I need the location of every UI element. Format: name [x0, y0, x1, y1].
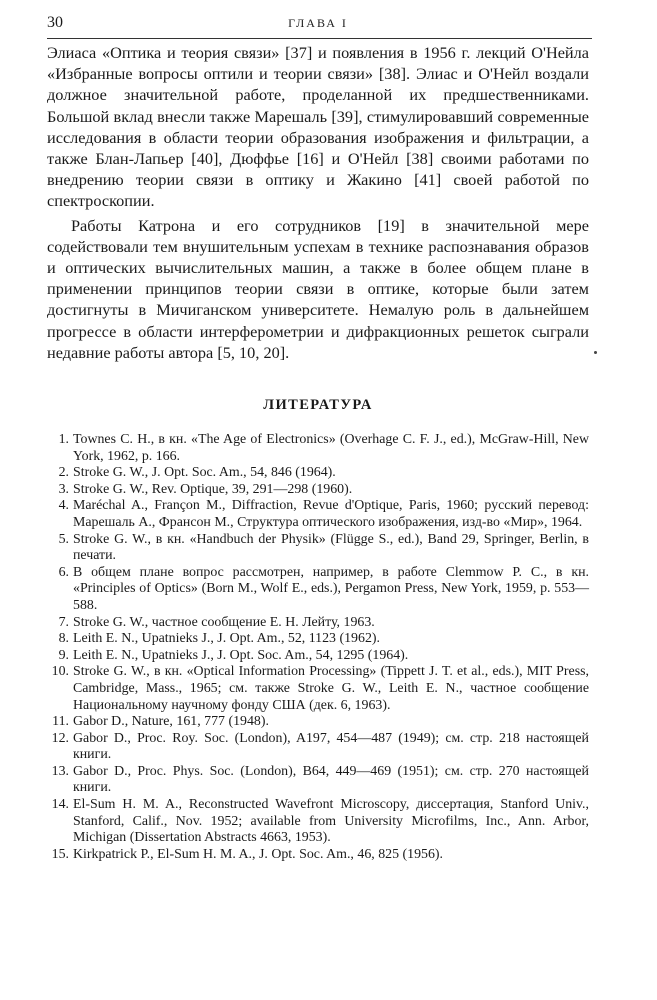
reference-item: [47, 764, 589, 797]
reference-text: Leith E. N., Upatnieks J., J. Opt. Am., 52, 1123 (1962).: [73, 631, 380, 647]
reference-text: Stroke G. W., J. Opt. Soc. Am., 54, 846 (1964).: [73, 465, 336, 481]
reference-text: Stroke G. W., Rev. Optique, 39, 291—298 (1960).: [73, 481, 353, 497]
reference-text: Gabor D., Proc. Roy. Soc. (London), A197, 454—487 (1949); см. стр. 218 настоящей книги.: [73, 730, 589, 763]
reference-number: 3.: [58, 481, 69, 497]
reference-number: 14.: [51, 797, 69, 813]
header-rule: [47, 38, 592, 39]
paragraph: Работы Катрона и его сотрудников [19] в значительной мере содействовали тем внушительным успехам в технике распознавания образов и оптических вычислительных машин, а также в более общем плане в применении принципов теории связи в оптике, которые были затем достигнуты в Мичиганском университете. Немалую роль в дальнейшем прогрессе в области интерферометрии и дифракционных решеток сыграли недавние работы автора [5, 10, 20].: [47, 215, 589, 362]
reference-text: Leith E. N., Upatnieks J., J. Opt. Soc. Am., 54, 1295 (1964).: [73, 647, 409, 663]
references-list: [47, 432, 589, 863]
reference-number: 2.: [58, 465, 69, 481]
reference-item: [47, 631, 589, 648]
chapter-title: ГЛАВА I: [288, 16, 348, 30]
reference-text: Maréchal A., Françon M., Diffraction, Revue d'Optique, Paris, 1960; русский перевод: Марешаль А., Франсон М., Структура оптического изображения, изд-во «Мир», 1964.: [73, 498, 589, 530]
reference-text: Stroke G. W., частное сообщение Е. Н. Лейту, 1963.: [73, 614, 375, 630]
margin-mark: [594, 351, 597, 354]
reference-text: В общем плане вопрос рассмотрен, например, в работе Clemmow P. C., в кн. «Principles of Optics» (Born M., Wolf E., eds.), Pergamon Press, New York, 1959, p. 553—588.: [73, 564, 589, 613]
page-number: 30: [47, 14, 63, 31]
running-header: [47, 14, 589, 36]
reference-item: [47, 847, 589, 864]
reference-number: 4.: [58, 498, 69, 514]
reference-text: Townes C. H., в кн. «The Age of Electronics» (Overhage C. F. J., ed.), McGraw-Hill, New York, 1962, p. 166.: [73, 432, 589, 464]
paragraph: Элиаса «Оптика и теория связи» [37] и появления в 1956 г. лекций О'Нейла «Избранные вопросы оптили и теории связи» [38]. Элиас и О'Нейл воздали должное значительной работе, проделанной их предшественниками. Большой вклад внесли также Марешаль [39], стимулировавший современные исследования в области теории образования изображения и фильтрации, а также Блан-Лапьер [40], Дюффье [16] и О'Нейл [38] своими работами по внедрению теории связи в оптику и Жакино [41] своей работой по спектроскопии.: [47, 43, 589, 211]
references-heading: ЛИТЕРАТУРА: [263, 397, 373, 413]
reference-item: [47, 532, 589, 565]
reference-item: [47, 482, 589, 499]
reference-text: Kirkpatrick P., El-Sum H. M. A., J. Opt. Soc. Am., 46, 825 (1956).: [73, 846, 444, 862]
reference-item: [47, 432, 589, 465]
reference-text: Gabor D., Nature, 161, 777 (1948).: [73, 714, 269, 730]
reference-item: [47, 664, 589, 714]
reference-number: 8.: [58, 631, 69, 647]
reference-number: 1.: [58, 432, 69, 447]
reference-item: [47, 714, 589, 731]
reference-item: [47, 731, 589, 764]
reference-text: Gabor D., Proc. Phys. Soc. (London), B64, 449—469 (1951); см. стр. 270 настоящей книги.: [73, 763, 589, 796]
reference-item: [47, 615, 589, 632]
reference-number: 5.: [58, 531, 69, 547]
reference-text: Stroke G. W., в кн. «Handbuch der Physik» (Flügge S., ed.), Band 29, Springer, Berlin, в печати.: [73, 531, 589, 564]
reference-text: Stroke G. W., в кн. «Optical Information Processing» (Tippett J. T. et al., eds.), MIT Press, Cambridge, Mass., 1965; см. также Stroke G. W., Leith E. N., частное сообщение Национальному научному фонду США (дек. 6, 1963).: [73, 664, 589, 713]
reference-item: [47, 648, 589, 665]
reference-number: 9.: [58, 647, 69, 663]
reference-number: 6.: [58, 564, 69, 580]
reference-item: [47, 498, 589, 531]
reference-number: 13.: [51, 763, 69, 779]
reference-item: [47, 565, 589, 615]
reference-number: 15.: [51, 846, 69, 862]
reference-item: [47, 797, 589, 847]
reference-text: El-Sum H. M. A., Reconstructed Wavefront Microscopy, диссертация, Stanford Univ., Stanford, Calif., Nov. 1952; available from University Microfilms, Inc., Ann. Arbor, Michigan (Dissertation Abstracts 4663, 1953).: [73, 797, 589, 846]
reference-number: 10.: [51, 664, 69, 680]
reference-item: [47, 465, 589, 482]
body-text: [47, 42, 589, 363]
reference-number: 7.: [58, 614, 69, 630]
reference-number: 11.: [52, 714, 69, 730]
reference-number: 12.: [51, 730, 69, 746]
